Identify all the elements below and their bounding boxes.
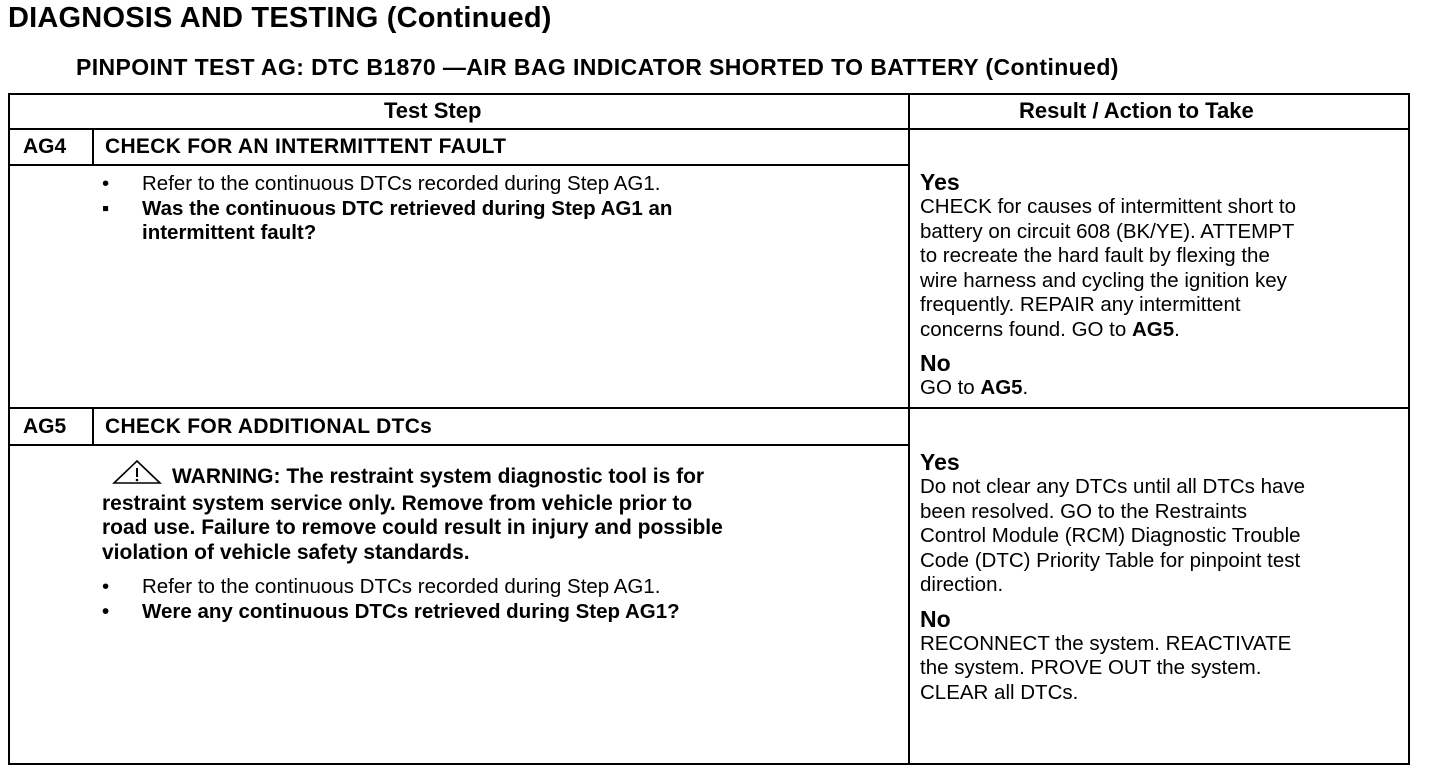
column-divider [908, 95, 910, 763]
ag4-yes-line-4: wire harness and cycling the ignition key [920, 268, 1287, 292]
ag4-yes-line-3: to recreate the hard fault by flexing the [920, 244, 1270, 267]
ag4-bullet-1: Refer to the continuous DTCs recorded during Step AG1. [142, 172, 661, 195]
ag4-title-underline [10, 164, 908, 166]
ag5-no-label: No [920, 605, 951, 632]
ag5-title-underline [10, 444, 908, 446]
ag5-bullet-1: Refer to the continuous DTCs recorded during Step AG1. [142, 575, 661, 598]
ag4-yes-label: Yes [920, 169, 960, 195]
ag5-yes-line-4: Code (DTC) Priority Table for pinpoint test [920, 548, 1301, 572]
warning-text-1: WARNING: The restraint system diagnostic tool is for [172, 465, 705, 488]
result-header: Result / Action to Take [1019, 98, 1254, 123]
pinpoint-test-title: PINPOINT TEST AG: DTC B1870 —AIR BAG INDICATOR SHORTED TO BATTERY (Continued) [76, 54, 1119, 80]
ag4-yes-line-1: CHECK for causes of intermittent short to [920, 195, 1296, 218]
ag5-yes-label: Yes [920, 449, 960, 475]
period: . [1022, 376, 1029, 399]
ag4-id-divider [92, 130, 94, 164]
bullet-icon: • [102, 575, 110, 598]
ag4-no-text: GO to [920, 376, 981, 399]
diagnostic-table [8, 93, 1410, 765]
ag5-no-line-2: the system. PROVE OUT the system. [920, 656, 1262, 679]
ag5-yes-line-3: Control Module (RCM) Diagnostic Trouble [920, 524, 1301, 547]
ag4-yes-line-5: frequently. REPAIR any intermittent [920, 293, 1241, 316]
bullet-icon: ▪ [102, 196, 110, 220]
step-title-ag4: CHECK FOR AN INTERMITTENT FAULT [105, 135, 507, 158]
ag5-reference: AG5 [980, 376, 1023, 399]
warning-line-4: violation of vehicle safety standards. [102, 540, 470, 564]
ag4-yes-line-2: battery on circuit 608 (BK/YE). ATTEMPT [920, 219, 1295, 243]
ag5-result [920, 449, 1305, 705]
step-id-ag4: AG4 [23, 135, 67, 158]
ag4-bullet-2-line-2: intermittent fault? [142, 221, 317, 244]
step-title-ag5: CHECK FOR ADDITIONAL DTCs [105, 415, 433, 438]
test-step-header: Test Step [384, 98, 482, 123]
ag4-yes-line-6 [920, 318, 1296, 343]
list-item [102, 197, 672, 246]
ag4-no-line [920, 376, 1296, 401]
page-heading: DIAGNOSIS AND TESTING (Continued) [8, 2, 552, 34]
ag4-bullet-2-line-1: Was the continuous DTC retrieved during Step AG1 an [142, 196, 673, 220]
ag4-yes-last-text: concerns found. GO to [920, 317, 1132, 341]
list-item [102, 575, 680, 600]
list-item [102, 172, 672, 197]
header-divider [10, 128, 1408, 130]
ag4-result [920, 169, 1296, 401]
warning-line-3: road use. Failure to remove could result in injury and possible [102, 516, 723, 539]
ag5-yes-line-5: direction. [920, 573, 1004, 596]
ag5-no-line-1: RECONNECT the system. REACTIVATE [920, 631, 1292, 655]
bullet-icon: • [102, 599, 110, 623]
warning-line-1 [102, 459, 723, 492]
warning-triangle-icon [112, 459, 162, 492]
list-item [102, 600, 680, 625]
ag5-bullet-2: Were any continuous DTCs retrieved during Step AG1? [142, 599, 680, 623]
ag5-yes-line-1: Do not clear any DTCs until all DTCs have [920, 475, 1306, 498]
ag4-no-label: No [920, 350, 951, 376]
ag5-reference: AG5 [1131, 317, 1175, 341]
ag5-no-line-3: CLEAR all DTCs. [920, 680, 1079, 704]
step-divider [10, 407, 1408, 409]
ag5-yes-line-2: been resolved. GO to the Restraints [920, 499, 1248, 523]
warning-block [102, 459, 723, 565]
ag5-instructions [102, 575, 680, 624]
ag4-instructions [102, 172, 672, 246]
warning-line-2: restraint system service only. Remove from vehicle prior to [102, 491, 693, 515]
step-id-ag5: AG5 [23, 415, 67, 438]
bullet-icon: • [102, 172, 110, 195]
ag5-id-divider [92, 409, 94, 444]
period: . [1174, 317, 1180, 341]
